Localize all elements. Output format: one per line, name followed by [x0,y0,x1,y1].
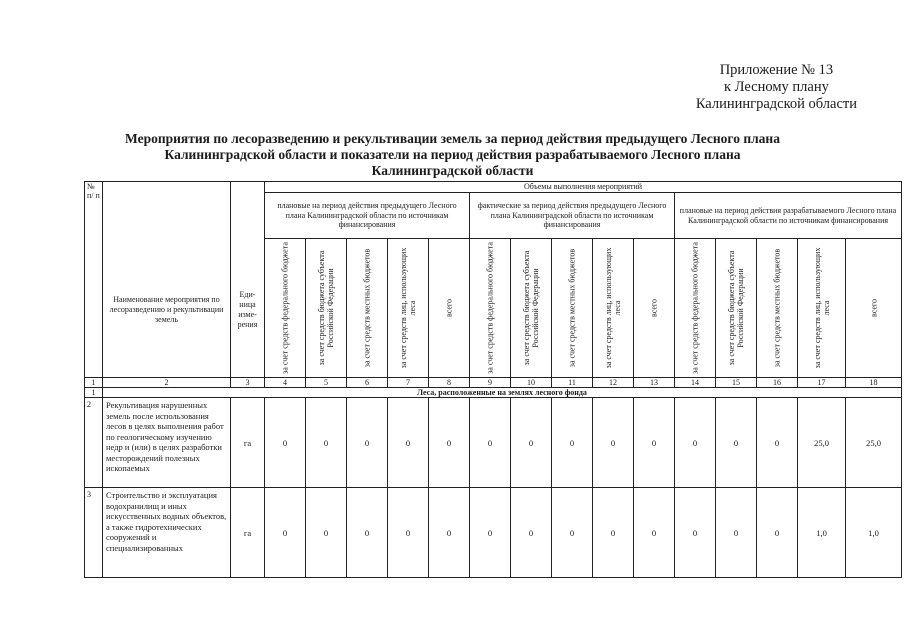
row-value: 1,0 [798,488,846,578]
col-number: 14 [675,378,716,388]
column-numbers-row [85,378,902,388]
row-value: 0 [593,398,634,488]
title-line-3: Калининградской области [371,163,534,178]
title-line-1: Мероприятия по лесоразведению и рекультивации земель за период действия предыдущего Лесного плана [125,131,780,146]
row-value: 0 [511,488,552,578]
header-group-planned-new: плановые на период действия разрабатываемого Лесного плана Калининградской области по источникам финансирования [675,193,902,239]
subheader-users: за счет средств лиц, использующих леса [593,239,634,378]
row-value: 0 [757,488,798,578]
row-value: 1,0 [846,488,902,578]
subheader-local: за счет средств местных бюджетов [347,239,388,378]
subheader-total: всего [429,239,470,378]
row-value: 0 [429,398,470,488]
row-value: 0 [306,488,347,578]
section-num: 1 [85,388,103,398]
col-number: 18 [846,378,902,388]
row-value: 25,0 [846,398,902,488]
col-number: 6 [347,378,388,388]
subheader-federal: за счет средств федерального бюджета [265,239,306,378]
row-value: 0 [675,398,716,488]
appendix-block [696,62,857,113]
col-number: 2 [103,378,231,388]
row-unit: га [231,488,265,578]
row-value: 0 [675,488,716,578]
row-name: Строительство и эксплуатация водохранилищ и иных искусственных водных объектов, а также гидротехнических сооружений и специализированных [103,488,231,578]
col-number: 10 [511,378,552,388]
section-row [85,388,902,398]
row-value: 0 [388,398,429,488]
col-number: 12 [593,378,634,388]
row-value: 0 [470,398,511,488]
row-value: 0 [593,488,634,578]
table-row [85,398,902,488]
subheader-total: всего [846,239,902,378]
row-value: 0 [388,488,429,578]
row-unit: га [231,398,265,488]
header-group-planned-prev: плановые на период действия предыдущего Лесного плана Калининградской области по источникам финансирования [265,193,470,239]
col-number: 3 [231,378,265,388]
row-value: 0 [634,398,675,488]
row-num: 2 [85,398,103,488]
subheader-regional: за счет средств бюджета субъекта Российской Федерации [511,239,552,378]
col-number: 8 [429,378,470,388]
row-name: Рекультивация нарушенных земель после использования лесов в целях выполнения работ по геологическому изучению недр и (или) в целях разработки месторождений полезных ископаемых [103,398,231,488]
header-group-actual-prev: фактические за период действия предыдущего Лесного плана Калининградской области по источникам финансирования [470,193,675,239]
col-number: 15 [716,378,757,388]
row-value: 0 [552,488,593,578]
row-num: 3 [85,488,103,578]
col-number: 16 [757,378,798,388]
row-value: 0 [347,488,388,578]
measures-table [84,181,902,578]
subheader-local: за счет средств местных бюджетов [757,239,798,378]
row-value: 0 [716,488,757,578]
row-value: 0 [347,398,388,488]
row-value: 0 [470,488,511,578]
header-volumes: Объемы выполнения мероприятий [265,182,902,193]
row-value: 0 [429,488,470,578]
col-number: 1 [85,378,103,388]
col-number: 5 [306,378,347,388]
row-value: 0 [552,398,593,488]
row-value: 0 [265,488,306,578]
appendix-line-1: Приложение № 13 [719,62,834,78]
col-number: 13 [634,378,675,388]
subheader-regional: за счет средств бюджета субъекта Российской Федерации [716,239,757,378]
title-line-2: Калининградской области и показатели на период действия разрабатываемого Лесного плана [164,147,741,162]
subheader-federal: за счет средств федерального бюджета [675,239,716,378]
row-value: 0 [634,488,675,578]
row-value: 0 [265,398,306,488]
table-row [85,488,902,578]
col-number: 4 [265,378,306,388]
subheader-local: за счет средств местных бюджетов [552,239,593,378]
subheader-users: за счет средств лиц, использующих леса [388,239,429,378]
subheader-federal: за счет средств федерального бюджета [470,239,511,378]
section-label: Леса, расположенные на землях лесного фонда [103,388,902,398]
document-title [0,131,905,179]
header-num: № п/ п [85,182,103,378]
col-number: 11 [552,378,593,388]
row-value: 25,0 [798,398,846,488]
row-value: 0 [716,398,757,488]
subheader-total: всего [634,239,675,378]
row-value: 0 [306,398,347,488]
subheader-users: за счет средств лиц, использующих леса [798,239,846,378]
col-number: 17 [798,378,846,388]
header-unit: Еди- ница изме- рения [231,182,265,378]
appendix-line-2: к Лесному плану [723,79,829,95]
col-number: 7 [388,378,429,388]
header-name: Наименование мероприятия по лесоразведению и рекультивации земель [103,182,231,378]
subheader-regional: за счет средств бюджета субъекта Российской Федерации [306,239,347,378]
appendix-line-3: Калининградской области [695,96,857,112]
row-value: 0 [757,398,798,488]
col-number: 9 [470,378,511,388]
row-value: 0 [511,398,552,488]
